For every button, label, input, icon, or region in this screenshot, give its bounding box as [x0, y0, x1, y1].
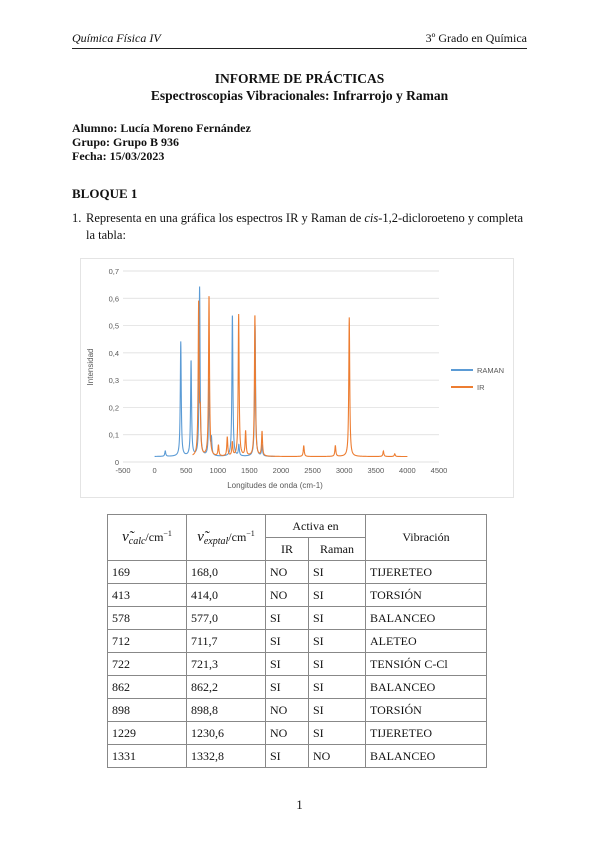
x-tick-label: 1500	[241, 466, 258, 475]
cell-vib: TORSIÓN	[366, 699, 487, 722]
legend-label-ir: IR	[477, 383, 485, 392]
calc-unit: /cm	[145, 529, 164, 544]
cell-vib: TIJERETEO	[366, 722, 487, 745]
cell-vib: BALANCEO	[366, 607, 487, 630]
chart-legend	[451, 366, 504, 392]
calc-sub: calc	[128, 535, 146, 547]
header-rule	[72, 48, 527, 49]
cell-ir: SI	[266, 607, 309, 630]
cell-calc: 712	[108, 630, 187, 653]
exptal-header: $\nũ_{exptal}/cm^{-1}$	[187, 515, 266, 561]
page-number: 1	[296, 797, 303, 812]
cell-ir: NO	[266, 699, 309, 722]
x-tick-label: -500	[115, 466, 131, 475]
cell-calc: 1331	[108, 745, 187, 768]
series-lines	[155, 286, 408, 456]
student-label: Alumno:	[72, 121, 118, 135]
cell-exp: 898,8	[187, 699, 266, 722]
cell-exp: 1230,6	[187, 722, 266, 745]
group-line	[72, 135, 179, 150]
cell-exp: 711,7	[187, 630, 266, 653]
cell-calc: 862	[108, 676, 187, 699]
x-tick-label: 3000	[335, 466, 353, 475]
question-number: 1.	[72, 211, 82, 225]
calc-header: $\nũ_{calc}/cm^{-1}$	[108, 515, 187, 561]
question-text-part2: -1,2-dicloroeteno y completa la tabla:	[86, 211, 524, 242]
student-name: Lucía Moreno Fernández	[120, 121, 251, 135]
x-tick-label: 1000	[209, 466, 227, 475]
cell-ir: NO	[266, 584, 309, 607]
table-row	[108, 630, 487, 653]
degree-name: 3º Grado en Química	[425, 31, 527, 45]
y-tick-labels	[109, 267, 119, 467]
date-line	[72, 149, 164, 164]
x-axis-label: Longitudes de onda (cm-1)	[227, 481, 323, 490]
report-subtitle: Espectroscopias Vibracionales: Infrarrojo y Raman	[150, 88, 449, 103]
table-row	[108, 607, 487, 630]
group-value: Grupo B 936	[113, 135, 180, 149]
group-label: Grupo:	[72, 135, 111, 149]
cell-exp: 862,2	[187, 676, 266, 699]
cell-ir: SI	[266, 630, 309, 653]
cell-vib: BALANCEO	[366, 676, 487, 699]
spectra-chart	[80, 258, 514, 498]
x-tick-label: 0	[152, 466, 157, 475]
table-row	[108, 722, 487, 745]
question-text-italic: cis	[364, 211, 379, 225]
cell-calc: 169	[108, 561, 187, 584]
cell-raman: SI	[309, 561, 366, 584]
activa-header: Activa en	[266, 515, 366, 538]
x-tick-labels	[115, 466, 447, 475]
cell-calc: 722	[108, 653, 187, 676]
table-row	[108, 584, 487, 607]
y-tick-label: 0,5	[108, 321, 119, 331]
cell-vib: TIJERETEO	[366, 561, 487, 584]
table-row	[108, 745, 487, 768]
y-tick-label: 0	[114, 458, 119, 467]
cell-calc: 898	[108, 699, 187, 722]
student-line	[72, 121, 251, 136]
series-line-ir	[193, 297, 408, 457]
cell-vib: BALANCEO	[366, 745, 487, 768]
x-tick-label: 4000	[399, 466, 416, 475]
vibracion-header: Vibración	[366, 515, 487, 561]
y-tick-label: 0,6	[108, 294, 119, 304]
table-header-row	[108, 515, 487, 538]
x-tick-label: 500	[179, 466, 193, 475]
y-axis-label: Intensidad	[86, 348, 95, 386]
cell-raman: SI	[309, 699, 366, 722]
cell-calc: 578	[108, 607, 187, 630]
question-text-part1: Representa en una gráfica los espectros IR y Raman de	[86, 211, 365, 225]
cell-vib: TORSIÓN	[366, 584, 487, 607]
vibration-table	[107, 514, 487, 768]
table-row	[108, 676, 487, 699]
cell-raman: SI	[309, 584, 366, 607]
legend-label-raman: RAMAN	[477, 366, 505, 375]
table-row	[108, 653, 487, 676]
cell-raman: SI	[309, 722, 366, 745]
cell-exp: 721,3	[187, 653, 266, 676]
cell-exp: 414,0	[187, 584, 266, 607]
y-tick-label: 0,4	[108, 348, 119, 358]
cell-raman: SI	[309, 676, 366, 699]
report-title: INFORME DE PRÁCTICAS	[214, 71, 385, 86]
y-tick-label: 0,3	[108, 376, 119, 386]
question-text	[72, 210, 532, 244]
spectra-chart-svg	[81, 259, 513, 497]
course-name: Química Física IV	[72, 31, 161, 45]
cell-calc: 413	[108, 584, 187, 607]
exptal-sub: exptal	[203, 535, 229, 547]
y-tick-label: 0,7	[108, 267, 119, 276]
cell-exp: 1332,8	[187, 745, 266, 768]
cell-ir: SI	[266, 653, 309, 676]
table-row	[108, 699, 487, 722]
cell-raman: NO	[309, 745, 366, 768]
ir-header: IR	[266, 538, 309, 561]
cell-exp: 168,0	[187, 561, 266, 584]
date-label: Fecha:	[72, 149, 107, 163]
page-header	[72, 31, 527, 47]
table-row	[108, 561, 487, 584]
x-tick-label: 2500	[304, 466, 321, 475]
question-1	[72, 210, 532, 244]
chart-grid	[123, 271, 439, 462]
cell-raman: SI	[309, 607, 366, 630]
exptal-unit: /cm	[228, 529, 247, 544]
x-tick-label: 2000	[272, 466, 290, 475]
x-tick-label: 3500	[367, 466, 385, 475]
cell-ir: SI	[266, 676, 309, 699]
exptal-unit-sup: −1	[246, 528, 255, 538]
section-heading: BLOQUE 1	[72, 186, 138, 201]
cell-ir: SI	[266, 745, 309, 768]
cell-ir: NO	[266, 561, 309, 584]
cell-calc: 1229	[108, 722, 187, 745]
cell-vib: TENSIÓN C-Cl	[366, 653, 487, 676]
cell-raman: SI	[309, 653, 366, 676]
date-value: 15/03/2023	[109, 149, 165, 163]
cell-raman: SI	[309, 630, 366, 653]
cell-exp: 577,0	[187, 607, 266, 630]
cell-vib: ALETEO	[366, 630, 487, 653]
y-tick-label: 0,2	[108, 403, 119, 413]
x-tick-label: 4500	[430, 466, 448, 475]
raman-header: Raman	[309, 538, 366, 561]
calc-unit-sup: −1	[163, 528, 172, 538]
y-tick-label: 0,1	[108, 430, 119, 440]
cell-ir: NO	[266, 722, 309, 745]
